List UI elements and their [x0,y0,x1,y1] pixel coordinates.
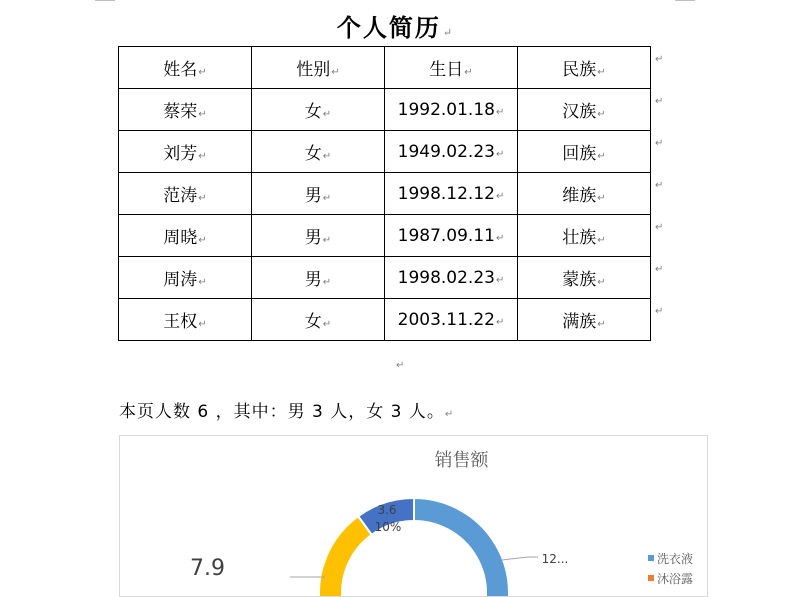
paragraph-mark: ↵ [442,26,455,39]
legend-swatch-blue [648,555,654,561]
cell-ethnicity[interactable]: 汉族↵ [518,89,651,131]
row-end-mark: ↵ [655,138,664,149]
cell-name[interactable]: 王权↵ [119,299,252,341]
cell-birthday[interactable]: 2003.11.22↵ [385,299,518,341]
table-row [119,89,651,131]
row-end-mark: ↵ [655,222,664,233]
cell-gender[interactable]: 女↵ [252,299,385,341]
legend-label: 沐浴露 [657,571,694,586]
cell-ethnicity[interactable]: 壮族↵ [518,215,651,257]
cell-name[interactable]: 范涛↵ [119,173,252,215]
legend-label: 洗衣液 [657,551,694,566]
table-header-row [119,47,651,89]
table-row [119,173,651,215]
row-end-mark: ↵ [655,96,664,107]
cell-birthday[interactable]: 1998.12.12↵ [385,173,518,215]
cell-ethnicity[interactable]: 满族↵ [518,299,651,341]
cell-ethnicity[interactable]: 回族↵ [518,131,651,173]
legend-swatch-orange [648,575,654,581]
cell-gender[interactable]: 男↵ [252,215,385,257]
table-row [119,131,651,173]
page-corner-mark-left [95,0,115,5]
row-end-mark: ↵ [655,54,664,65]
cell-gender[interactable]: 女↵ [252,131,385,173]
resume-table[interactable] [118,46,651,341]
cell-name[interactable]: 周晓↵ [119,215,252,257]
table-row [119,299,651,341]
empty-paragraph-mark: ↵ [396,360,405,371]
cell-ethnicity[interactable]: 维族↵ [518,173,651,215]
data-label-value[interactable]: 3.6 [377,503,397,517]
data-label-percent[interactable]: 10% [374,520,402,534]
row-end-mark: ↵ [655,180,664,191]
summary-text[interactable]: 本页人数 6 ，其中：男 3 人，女 3 人。 [119,402,445,422]
cell-name[interactable]: 周涛↵ [119,257,252,299]
summary-line[interactable] [119,397,454,422]
document-title[interactable] [0,8,791,43]
cell-gender[interactable]: 男↵ [252,173,385,215]
table-row [119,257,651,299]
cell-name[interactable]: 蔡荣↵ [119,89,252,131]
data-label-value[interactable]: 12... [541,552,569,566]
legend-item[interactable] [648,568,693,588]
chart-legend[interactable] [648,548,693,588]
page-corner-mark-right [675,0,695,5]
table-row [119,215,651,257]
header-cell-gender[interactable]: 性别↵ [252,47,385,89]
cell-ethnicity[interactable]: 蒙族↵ [518,257,651,299]
cell-gender[interactable]: 女↵ [252,89,385,131]
cell-birthday[interactable]: 1992.01.18↵ [385,89,518,131]
sales-chart[interactable] [119,435,708,597]
slice-washing-liquid[interactable] [414,498,509,596]
cell-birthday[interactable]: 1949.02.23↵ [385,131,518,173]
cell-gender[interactable]: 男↵ [252,257,385,299]
header-cell-ethnicity[interactable]: 民族↵ [518,47,651,89]
chart-title[interactable]: 销售额 [434,450,489,471]
legend-item[interactable] [648,548,693,568]
cell-birthday[interactable]: 1998.02.23↵ [385,257,518,299]
paragraph-mark: ↵ [444,409,455,420]
row-end-mark: ↵ [655,264,664,275]
data-label-7-9[interactable]: 7.9 [190,556,225,581]
cell-name[interactable]: 刘芳↵ [119,131,252,173]
leader-line [502,557,538,560]
title-text[interactable]: 个人简历 [336,13,441,42]
cell-birthday[interactable]: 1987.09.11↵ [385,215,518,257]
header-cell-name[interactable]: 姓名↵ [119,47,252,89]
row-end-mark: ↵ [655,306,664,317]
header-cell-birthday[interactable]: 生日↵ [385,47,518,89]
